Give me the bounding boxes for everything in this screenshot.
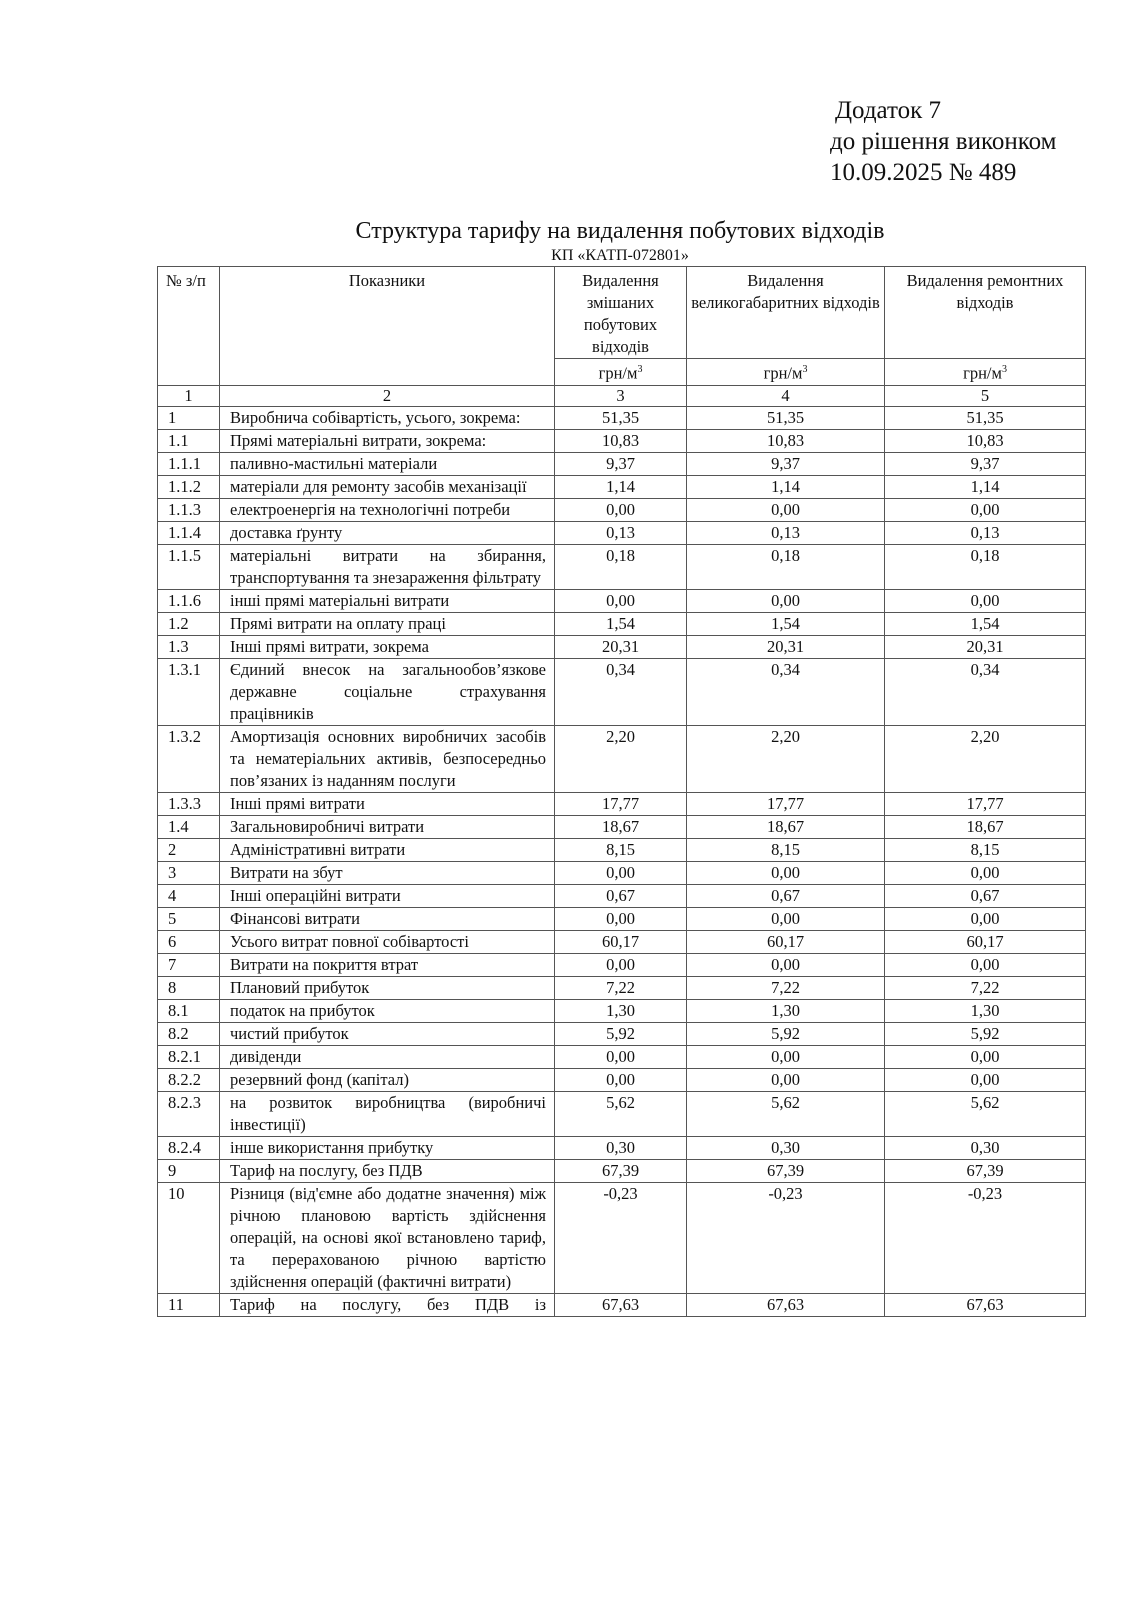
table-row: [158, 635, 1086, 658]
value-repair: 2,20: [885, 725, 1086, 792]
value-mixed: 20,31: [555, 635, 687, 658]
column-index: 1: [158, 385, 220, 406]
column-index: 4: [687, 385, 885, 406]
value-mixed: 0,67: [555, 884, 687, 907]
value-bulky: 5,62: [687, 1091, 885, 1136]
value-repair: 0,00: [885, 498, 1086, 521]
row-number: 8.2.4: [158, 1136, 220, 1159]
row-indicator: Тариф на послугу, без ПДВ із: [220, 1293, 555, 1316]
row-number: 1.1: [158, 429, 220, 452]
value-mixed: -0,23: [555, 1182, 687, 1293]
value-repair: 9,37: [885, 452, 1086, 475]
row-number: 6: [158, 930, 220, 953]
column-index: 2: [220, 385, 555, 406]
column-header-mixed: Видалення змішаних побутових відходів: [555, 267, 687, 359]
row-indicator: Інші прямі витрати, зокрема: [220, 635, 555, 658]
value-repair: 1,14: [885, 475, 1086, 498]
row-indicator: Різниця (від'ємне або додатне значення) між річною плановою вартість здійснення операцій, на основі якої встановлено тариф, та перерахованою річною вартістю здійснення операцій (фактичні витрати): [220, 1182, 555, 1293]
value-mixed: 0,30: [555, 1136, 687, 1159]
value-repair: 0,00: [885, 907, 1086, 930]
value-bulky: 0,18: [687, 544, 885, 589]
value-repair: 17,77: [885, 792, 1086, 815]
row-indicator: Виробнича собівартість, усього, зокрема:: [220, 406, 555, 429]
value-repair: 0,00: [885, 861, 1086, 884]
value-mixed: 1,30: [555, 999, 687, 1022]
value-repair: 0,13: [885, 521, 1086, 544]
row-indicator: Усього витрат повної собівартості: [220, 930, 555, 953]
document-subtitle: КП «КАТП-072801»: [551, 247, 689, 264]
row-indicator: Прямі витрати на оплату праці: [220, 612, 555, 635]
row-indicator: Загальновиробничі витрати: [220, 815, 555, 838]
row-indicator: Інші прямі витрати: [220, 792, 555, 815]
value-bulky: 18,67: [687, 815, 885, 838]
table-row: [158, 429, 1086, 452]
value-mixed: 2,20: [555, 725, 687, 792]
row-number: 3: [158, 861, 220, 884]
row-indicator: матеріали для ремонту засобів механізації: [220, 475, 555, 498]
value-repair: 0,67: [885, 884, 1086, 907]
decision-date-number: 10.09.2025 № 489: [830, 159, 1017, 186]
value-repair: 20,31: [885, 635, 1086, 658]
row-number: 1.3.2: [158, 725, 220, 792]
table-row: [158, 452, 1086, 475]
value-bulky: 20,31: [687, 635, 885, 658]
column-header-repair: Видалення ремонтних відходів: [885, 267, 1086, 359]
row-number: 10: [158, 1182, 220, 1293]
value-repair: 0,30: [885, 1136, 1086, 1159]
table-body: [158, 406, 1086, 1316]
value-repair: 60,17: [885, 930, 1086, 953]
row-number: 7: [158, 953, 220, 976]
row-indicator: Амортизація основних виробничих засобів та нематеріальних активів, безпосередньо пов’язаних із наданням послуги: [220, 725, 555, 792]
value-bulky: 0,00: [687, 1068, 885, 1091]
value-bulky: 60,17: [687, 930, 885, 953]
value-mixed: 17,77: [555, 792, 687, 815]
row-indicator: Витрати на покриття втрат: [220, 953, 555, 976]
row-number: 1.1.2: [158, 475, 220, 498]
value-bulky: 0,00: [687, 1045, 885, 1068]
value-mixed: 0,00: [555, 589, 687, 612]
value-repair: 0,00: [885, 589, 1086, 612]
value-mixed: 1,14: [555, 475, 687, 498]
appendix-label: Додаток 7: [835, 97, 941, 124]
value-repair: -0,23: [885, 1182, 1086, 1293]
value-repair: 67,63: [885, 1293, 1086, 1316]
row-number: 1: [158, 406, 220, 429]
value-mixed: 18,67: [555, 815, 687, 838]
value-bulky: 0,00: [687, 589, 885, 612]
value-bulky: 1,54: [687, 612, 885, 635]
value-bulky: 0,00: [687, 907, 885, 930]
row-indicator: Фінансові витрати: [220, 907, 555, 930]
value-mixed: 8,15: [555, 838, 687, 861]
row-number: 2: [158, 838, 220, 861]
row-indicator: паливно-мастильні матеріали: [220, 452, 555, 475]
value-mixed: 0,00: [555, 861, 687, 884]
column-header-bulky: Видалення великогабаритних відходів: [687, 267, 885, 359]
table-row: [158, 406, 1086, 429]
unit-label-bulky: грн/$м^3$: [687, 359, 885, 386]
value-mixed: 10,83: [555, 429, 687, 452]
value-bulky: 0,00: [687, 498, 885, 521]
row-number: 1.2: [158, 612, 220, 635]
row-number: 8.1: [158, 999, 220, 1022]
row-number: 1.1.1: [158, 452, 220, 475]
table-row: [158, 658, 1086, 725]
row-number: 5: [158, 907, 220, 930]
value-mixed: 0,00: [555, 907, 687, 930]
table-row: [158, 725, 1086, 792]
row-number: 1.3.3: [158, 792, 220, 815]
document-title: Структура тарифу на видалення побутових відходів: [355, 218, 885, 244]
row-number: 1.1.4: [158, 521, 220, 544]
row-indicator: Тариф на послугу, без ПДВ: [220, 1159, 555, 1182]
table-row: [158, 1136, 1086, 1159]
row-indicator: Плановий прибуток: [220, 976, 555, 999]
table-row: [158, 861, 1086, 884]
row-indicator: Витрати на збут: [220, 861, 555, 884]
table-row: [158, 1159, 1086, 1182]
value-repair: 51,35: [885, 406, 1086, 429]
row-number: 1.1.3: [158, 498, 220, 521]
value-mixed: 0,18: [555, 544, 687, 589]
value-repair: 0,00: [885, 1068, 1086, 1091]
row-number: 8: [158, 976, 220, 999]
table-row: [158, 498, 1086, 521]
value-repair: 10,83: [885, 429, 1086, 452]
value-mixed: 5,92: [555, 1022, 687, 1045]
value-repair: 0,18: [885, 544, 1086, 589]
decision-label: до рішення виконком: [830, 128, 1057, 155]
table-row: [158, 815, 1086, 838]
value-bulky: 7,22: [687, 976, 885, 999]
value-mixed: 0,13: [555, 521, 687, 544]
row-number: 1.1.6: [158, 589, 220, 612]
row-indicator: інше використання прибутку: [220, 1136, 555, 1159]
value-mixed: 5,62: [555, 1091, 687, 1136]
value-mixed: 67,63: [555, 1293, 687, 1316]
table-row: [158, 838, 1086, 861]
value-bulky: 17,77: [687, 792, 885, 815]
table-row: [158, 953, 1086, 976]
row-number: 9: [158, 1159, 220, 1182]
value-repair: 5,62: [885, 1091, 1086, 1136]
value-bulky: -0,23: [687, 1182, 885, 1293]
value-bulky: 8,15: [687, 838, 885, 861]
table-row: [158, 884, 1086, 907]
value-bulky: 0,00: [687, 861, 885, 884]
row-number: 4: [158, 884, 220, 907]
table-row: [158, 475, 1086, 498]
value-mixed: 0,34: [555, 658, 687, 725]
table-row: [158, 792, 1086, 815]
value-repair: 18,67: [885, 815, 1086, 838]
value-mixed: 0,00: [555, 1045, 687, 1068]
row-indicator: інші прямі матеріальні витрати: [220, 589, 555, 612]
table-row: [158, 930, 1086, 953]
column-header-no: № з/п: [158, 267, 220, 386]
row-number: 8.2.1: [158, 1045, 220, 1068]
value-bulky: 9,37: [687, 452, 885, 475]
value-repair: 1,30: [885, 999, 1086, 1022]
value-repair: 0,34: [885, 658, 1086, 725]
column-header-indicator: Показники: [220, 267, 555, 386]
row-indicator: електроенергія на технологічні потреби: [220, 498, 555, 521]
value-mixed: 51,35: [555, 406, 687, 429]
value-mixed: 0,00: [555, 498, 687, 521]
table-row: [158, 999, 1086, 1022]
row-indicator: резервний фонд (капітал): [220, 1068, 555, 1091]
value-bulky: 67,39: [687, 1159, 885, 1182]
value-bulky: 1,14: [687, 475, 885, 498]
value-repair: 0,00: [885, 953, 1086, 976]
value-bulky: 67,63: [687, 1293, 885, 1316]
row-indicator: Інші операційні витрати: [220, 884, 555, 907]
row-indicator: чистий прибуток: [220, 1022, 555, 1045]
value-bulky: 0,34: [687, 658, 885, 725]
row-number: 8.2.3: [158, 1091, 220, 1136]
table-row: [158, 544, 1086, 589]
table-row: [158, 521, 1086, 544]
table-row: [158, 1091, 1086, 1136]
value-bulky: 0,13: [687, 521, 885, 544]
value-bulky: 2,20: [687, 725, 885, 792]
value-repair: 8,15: [885, 838, 1086, 861]
value-mixed: 60,17: [555, 930, 687, 953]
value-mixed: 0,00: [555, 953, 687, 976]
value-bulky: 0,30: [687, 1136, 885, 1159]
row-indicator: Прямі матеріальні витрати, зокрема:: [220, 429, 555, 452]
table-row: [158, 976, 1086, 999]
value-bulky: 5,92: [687, 1022, 885, 1045]
row-number: 1.3.1: [158, 658, 220, 725]
value-mixed: 9,37: [555, 452, 687, 475]
row-indicator: на розвиток виробництва (виробничі інвестиції): [220, 1091, 555, 1136]
table-index-row: [158, 385, 1086, 406]
value-repair: 1,54: [885, 612, 1086, 635]
value-bulky: 0,67: [687, 884, 885, 907]
table-header-row: [158, 267, 1086, 359]
table-row: [158, 1182, 1086, 1293]
row-number: 1.1.5: [158, 544, 220, 589]
row-indicator: Адміністративні витрати: [220, 838, 555, 861]
row-number: 1.4: [158, 815, 220, 838]
table-row: [158, 1045, 1086, 1068]
table-row: [158, 907, 1086, 930]
value-repair: 5,92: [885, 1022, 1086, 1045]
value-mixed: 67,39: [555, 1159, 687, 1182]
table-row: [158, 1068, 1086, 1091]
row-indicator: матеріальні витрати на збирання, транспортування та знезараження фільтрату: [220, 544, 555, 589]
table-row: [158, 589, 1086, 612]
value-mixed: 7,22: [555, 976, 687, 999]
column-index: 5: [885, 385, 1086, 406]
value-repair: 7,22: [885, 976, 1086, 999]
row-number: 11: [158, 1293, 220, 1316]
value-mixed: 1,54: [555, 612, 687, 635]
row-number: 8.2.2: [158, 1068, 220, 1091]
row-indicator: доставка ґрунту: [220, 521, 555, 544]
column-index: 3: [555, 385, 687, 406]
row-indicator: податок на прибуток: [220, 999, 555, 1022]
appendix-header: [830, 95, 1056, 188]
row-indicator: дивіденди: [220, 1045, 555, 1068]
tariff-structure-table: [157, 266, 1086, 1317]
table-row: [158, 1022, 1086, 1045]
value-bulky: 10,83: [687, 429, 885, 452]
value-repair: 67,39: [885, 1159, 1086, 1182]
value-bulky: 1,30: [687, 999, 885, 1022]
value-bulky: 0,00: [687, 953, 885, 976]
value-repair: 0,00: [885, 1045, 1086, 1068]
unit-label-mixed: грн/$м^3$: [555, 359, 687, 386]
row-number: 8.2: [158, 1022, 220, 1045]
value-bulky: 51,35: [687, 406, 885, 429]
row-number: 1.3: [158, 635, 220, 658]
unit-label-repair: грн/$м^3$: [885, 359, 1086, 386]
table-row: [158, 1293, 1086, 1316]
table-row: [158, 612, 1086, 635]
row-indicator: Єдиний внесок на загальнообов’язкове державне соціальне страхування працівників: [220, 658, 555, 725]
value-mixed: 0,00: [555, 1068, 687, 1091]
